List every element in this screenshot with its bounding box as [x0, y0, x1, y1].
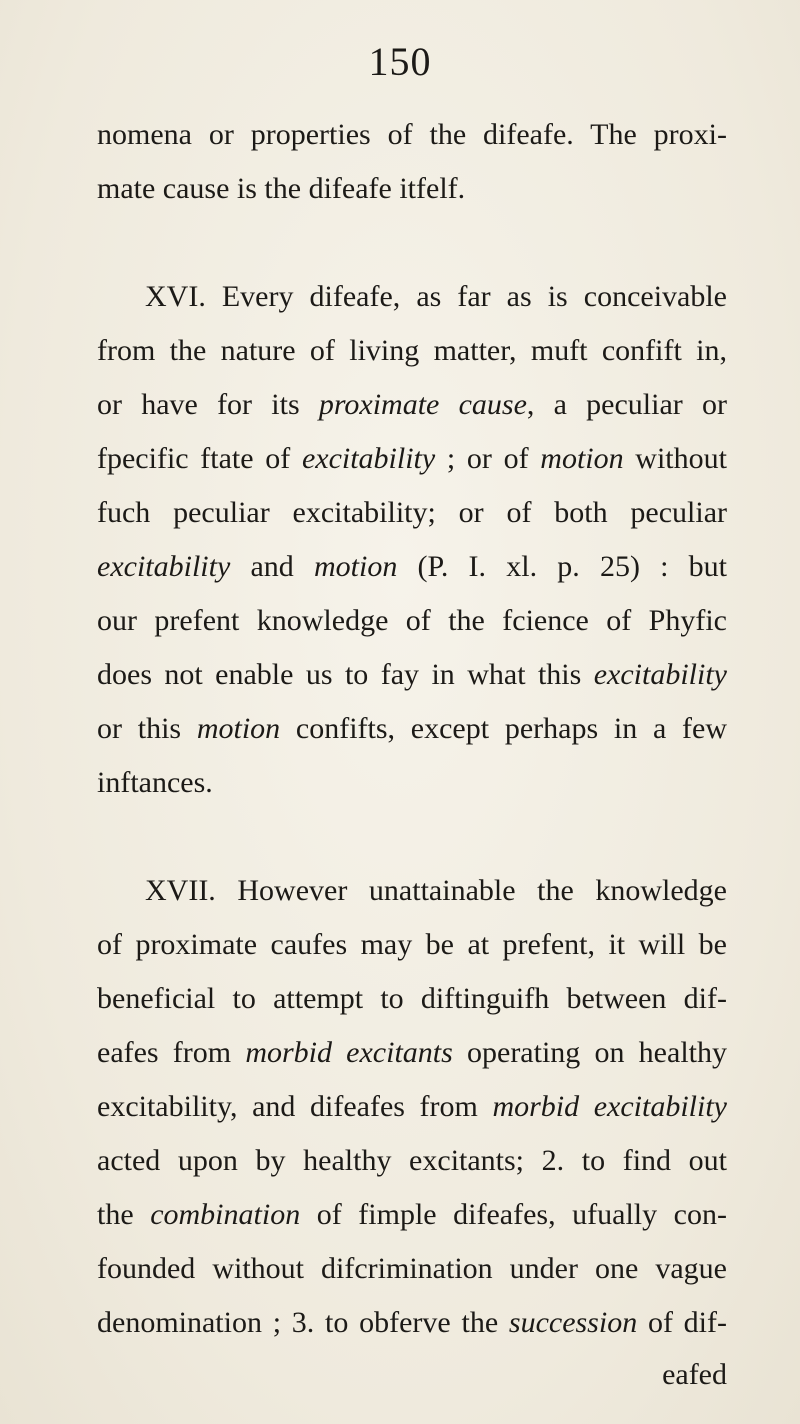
page-number: 150: [368, 39, 432, 84]
text-segment: mate cause is the difeafe itfelf.: [97, 172, 466, 205]
text-line: [97, 171, 727, 207]
text-segment: without: [623, 442, 727, 475]
text-segment: beneficial to attempt to diftinguifh between dif-: [97, 982, 727, 1015]
text-line: [145, 279, 727, 315]
italic-text: morbid excitants: [245, 1036, 453, 1069]
italic-text: motion: [313, 550, 398, 583]
text-segment: eafed: [662, 1358, 727, 1391]
text-segment: operating on healthy: [452, 1036, 727, 1069]
text-line: [97, 927, 727, 963]
text-segment: confifts, except perhaps in a few: [280, 712, 727, 745]
text-line: [97, 1089, 727, 1125]
italic-text: proximate cause: [318, 388, 527, 421]
text-segment: fuch peculiar excitability; or of both peculiar: [97, 496, 727, 529]
text-line: [97, 1305, 727, 1341]
text-line: [97, 333, 727, 369]
text-line: [97, 765, 727, 801]
text-segment: , a peculiar or: [526, 388, 727, 421]
text-segment: the: [97, 1198, 151, 1231]
text-segment: founded without difcrimination under one vague: [97, 1252, 727, 1285]
italic-text: succession: [508, 1306, 638, 1339]
text-segment: of proximate caufes may be at prefent, it will be: [97, 928, 727, 961]
text-line: [97, 117, 727, 153]
text-segment: XVI. Every difeafe, as far as is conceivable: [145, 280, 727, 313]
text-segment: acted upon by healthy excitants; 2. to find out: [97, 1144, 727, 1177]
text-segment: our prefent knowledge of the fcience of Phyfic: [97, 604, 727, 637]
italic-text: morbid excitability: [492, 1090, 727, 1123]
text-segment: XVII. However unattainable the knowledge: [145, 874, 727, 907]
text-segment: (P. I. xl. p. 25) : but: [397, 550, 727, 583]
text-segment: of dif-: [637, 1306, 728, 1339]
italic-text: motion: [540, 442, 624, 475]
text-line: [97, 603, 727, 639]
text-segment: of fimple difeafes, ufually con-: [300, 1198, 727, 1231]
text-segment: from the nature of living matter, muft confift in,: [97, 334, 727, 367]
italic-text: combination: [150, 1198, 301, 1231]
text-line: [97, 495, 727, 531]
text-segment: nomena or properties of the difeafe. The proxi-: [97, 118, 727, 151]
text-line: [97, 549, 727, 585]
text-line: [97, 1143, 727, 1179]
text-line: [97, 1251, 727, 1287]
text-segment: inftances.: [97, 766, 213, 799]
text-segment: or have for its: [97, 388, 319, 421]
italic-text: excitability: [593, 658, 727, 691]
text-line: [97, 387, 727, 423]
text-line: [97, 1197, 727, 1233]
text-line: [97, 441, 727, 477]
text-segment: and: [230, 550, 314, 583]
text-segment: ; or of: [435, 442, 541, 475]
text-segment: does not enable us to fay in what this: [97, 658, 594, 691]
text-line: [97, 1035, 727, 1071]
text-segment: excitability, and difeafes from: [97, 1090, 493, 1123]
italic-text: excitability: [97, 550, 231, 583]
italic-text: motion: [196, 712, 281, 745]
italic-text: excitability: [301, 442, 436, 475]
text-line: [97, 657, 727, 693]
text-segment: eafes from: [97, 1036, 246, 1069]
text-segment: fpecific ftate of: [97, 442, 302, 475]
text-line: [145, 873, 727, 909]
text-line: [97, 981, 727, 1017]
text-line: [97, 1357, 727, 1393]
text-line: [97, 711, 727, 747]
text-segment: or this: [97, 712, 197, 745]
text-segment: denomination ; 3. to obferve the: [97, 1306, 509, 1339]
